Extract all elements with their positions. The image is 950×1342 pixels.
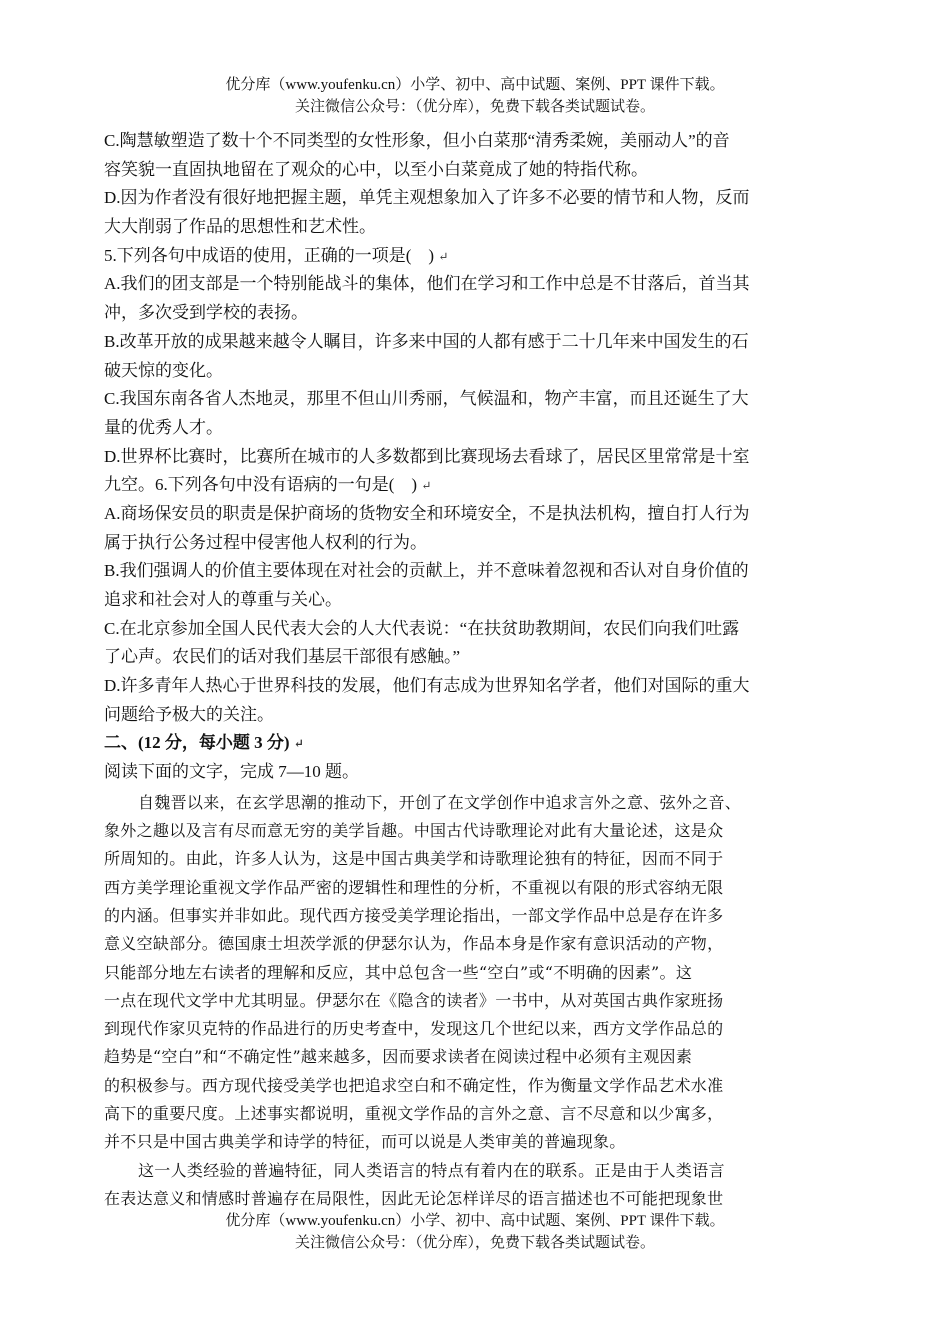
passage-line: 西方美学理论重视文学作品严密的逻辑性和理性的分析，不重视以有限的形式容纳无限 (104, 877, 724, 897)
passage-line: 意义空缺部分。德国康士坦茨学派的伊瑟尔认为，作品本身是作家有意识活动的产物， (104, 934, 724, 954)
page-footer (0, 1210, 950, 1254)
q5-option-a-line-1: A.我们的团支部是一个特别能战斗的集体，他们在学习和工作中总是不甘落后，首当其 (104, 274, 750, 294)
q5-option-c-line-2: 量的优秀人才。 (104, 417, 223, 437)
page-header (0, 74, 950, 118)
enter-mark-icon: ↵ (438, 249, 449, 264)
q6-option-c-line-2: 了心声。农民们的话对我们基层干部很有感触。” (104, 647, 461, 667)
exam-content (104, 127, 834, 1213)
q5-option-d-line-2-row (104, 471, 834, 500)
q6-option-c-line-1: C.在北京参加全国人民代表大会的人大代表说：“在扶贫助教期间，农民们向我们吐露 (104, 618, 740, 638)
q6-option-a-line-2: 属于执行公务过程中侵害他人权利的行为。 (104, 532, 427, 552)
q5-option-b-line-2: 破天惊的变化。 (104, 360, 223, 380)
passage-line: 这一人类经验的普遍特征，同人类语言的特点有着内在的联系。正是由于人类语言 (138, 1160, 725, 1180)
q6-option-d-line-1: D.许多青年人热心于世界科技的发展，他们有志成为世界知名学者，他们对国际的重大 (104, 676, 750, 696)
q5-option-a-line-2: 冲，多次受到学校的表扬。 (104, 303, 308, 323)
passage-line: 所周知的。由此，许多人认为，这是中国古典美学和诗歌理论独有的特征，因而不同于 (104, 849, 724, 869)
reading-passage (104, 789, 834, 1213)
q5-stem-line (104, 242, 834, 271)
q5-option-d-line-2: 九空。6.下列各句中没有语病的一句是( ) (104, 475, 418, 495)
header-line-1: 优分库（www.youfenku.cn）小学、初中、高中试题、案例、PPT 课件下载。 (225, 77, 725, 93)
q4-option-d-line-2: 大大削弱了作品的思想性和艺术性。 (104, 217, 376, 237)
q5-option-d-line-1: D.世界杯比赛时，比赛所在城市的人多数都到比赛现场去看球了，居民区里常常是十室 (104, 446, 750, 466)
passage-line: 在表达意义和情感时普遍存在局限性，因此无论怎样详尽的语言描述也不可能把现象世 (104, 1188, 724, 1208)
enter-mark-icon: ↵ (293, 737, 304, 752)
passage-line: 只能部分地左右读者的理解和反应，其中总包含一些“空白”或“不明确的因素”。这 (104, 962, 693, 982)
passage-line: 高下的重要尺度。上述事实都说明，重视文学作品的言外之意、言不尽意和以少寓多， (104, 1104, 724, 1124)
q4-option-c-line-2: 容笑貌一直固执地留在了观众的心中，以至小白菜竟成了她的特指代称。 (104, 159, 648, 179)
passage-line: 并不只是中国古典美学和诗学的特征，而可以说是人类审美的普遍现象。 (104, 1132, 626, 1152)
passage-line: 象外之趣以及言有尽而意无穷的美学旨趣。中国古代诗歌理论对此有大量论述，这是众 (104, 821, 724, 841)
q6-option-b-line-1: B.我们强调人的价值主要体现在对社会的贡献上，并不意味着忽视和否认对自身价值的 (104, 561, 749, 581)
section-2-heading: 二、(12 分，每小题 3 分) (104, 733, 290, 753)
footer-line-2: 关注微信公众号：（优分库），免费下载各类试题试卷。 (294, 1235, 655, 1251)
passage-line: 趋势是“空白”和“不确定性”越来越多，因而要求读者在阅读过程中必须有主观因素 (104, 1047, 693, 1067)
passage-line: 的积极参与。西方现代接受美学也把追求空白和不确定性，作为衡量文学作品艺术水准 (104, 1075, 724, 1095)
q6-option-b-line-2: 追求和社会对人的尊重与关心。 (104, 590, 342, 609)
q6-option-d-line-2: 问题给予极大的关注。 (104, 704, 274, 724)
passage-line: 的内涵。但事实并非如此。现代西方接受美学理论指出，一部文学作品中总是存在许多 (104, 906, 724, 925)
question-4-options (104, 127, 834, 242)
question-5 (104, 242, 834, 500)
q5-option-b-line-1: B.改革开放的成果越来越令人瞩目，许多来中国的人都有感于二十几年来中国发生的石 (104, 331, 749, 351)
q4-option-d-line-1: D.因为作者没有很好地把握主题，单凭主观想象加入了许多不必要的情节和人物，反而 (104, 188, 750, 208)
q5-stem: 5.下列各句中成语的使用，正确的一项是( ) (104, 245, 435, 265)
q6-option-a-line-1: A.商场保安员的职责是保护商场的货物安全和环境安全，不是执法机构，擅自打人行为 (104, 503, 750, 523)
question-6 (104, 500, 834, 730)
passage-line: 到现代作家贝克特的作品进行的历史考查中，发现这几个世纪以来，西方文学作品总的 (104, 1019, 724, 1039)
q5-option-c-line-1: C.我国东南各省人杰地灵，那里不但山川秀丽，气候温和，物产丰富，而且还诞生了大 (104, 389, 749, 409)
section-2-instruction: 阅读下面的文字，完成 7—10 题。 (104, 762, 359, 782)
footer-line-1: 优分库（www.youfenku.cn）小学、初中、高中试题、案例、PPT 课件下载。 (225, 1213, 725, 1229)
q4-option-c-line-1: C.陶慧敏塑造了数十个不同类型的女性形象，但小白菜那“清秀柔婉，美丽动人”的音 (104, 131, 730, 150)
passage-line: 一点在现代文学中尤其明显。伊瑟尔在《隐含的读者》一书中，从对英国古典作家班扬 (104, 990, 724, 1010)
section-2-heading-row (104, 729, 834, 758)
header-line-2: 关注微信公众号：（优分库），免费下载各类试题试卷。 (294, 99, 655, 115)
enter-mark-icon: ↵ (421, 478, 432, 493)
section-2 (104, 729, 834, 786)
passage-line: 自魏晋以来，在玄学思潮的推动下，开创了在文学创作中追求言外之意、弦外之音、 (138, 792, 742, 812)
